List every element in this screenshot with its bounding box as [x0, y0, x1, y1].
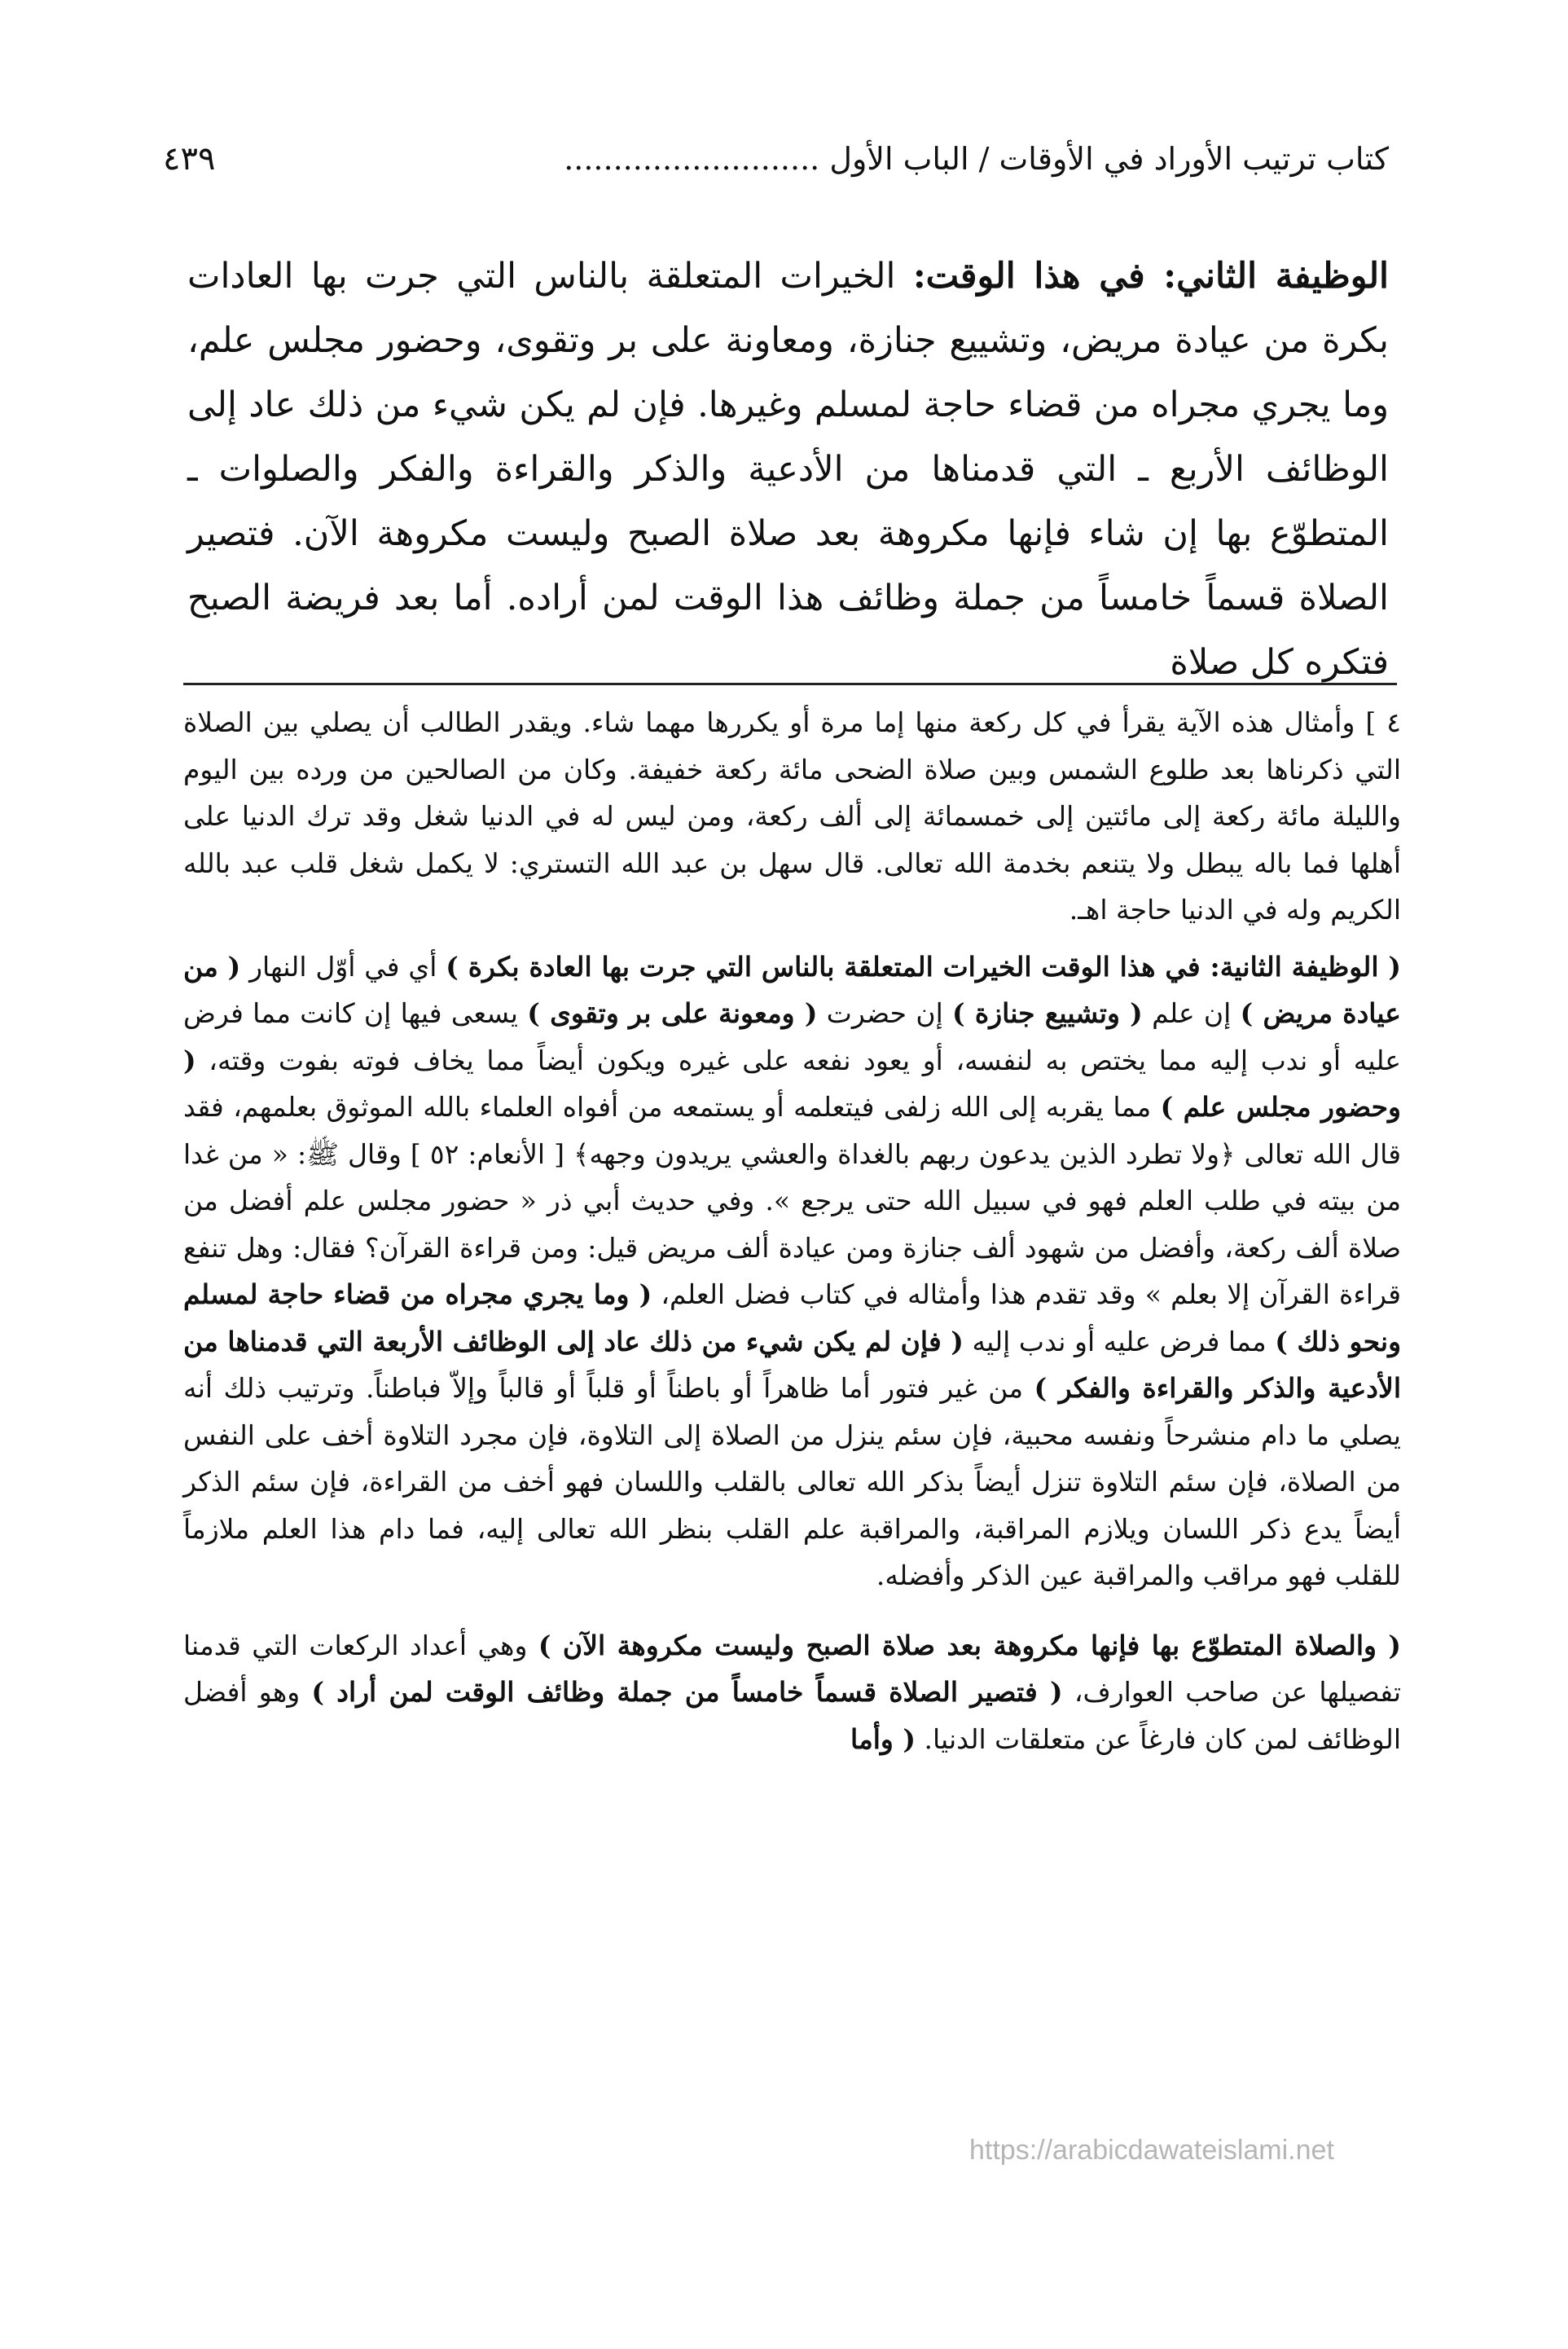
- section-heading: الوظيفة الثاني: في هذا الوقت:: [912, 256, 1389, 297]
- watermark-url: https://arabicdawateislami.net: [969, 2135, 1334, 2166]
- commentary-text: [183, 699, 1401, 1772]
- commentary-paragraph-2: ( الوظيفة الثانية: في هذا الوقت الخيرات المتعلقة بالناس التي جرت بها العادة بكرة ) أي في أوّل النهار ( من عيادة مريض ) إن علم ( وتشييع جنازة ) إن حضرت ( ومعونة على بر وتقوى ) يسعى فيها إن كانت مما فرض عليه أو ندب إليه مما يختص به لنفسه، أو يعود نفعه على غيره ويكون أيضاً مما يخاف فوته بفوت وقته، ( وحضور مجلس علم ) مما يقربه إلى الله زلفى فيتعلمه أو يستمعه من أفواه العلماء بالله الموثوق بعلمهم، فقد قال الله تعالى ﴿ولا تطرد الذين يدعون ربهم بالغداة والعشي يريدون وجهه﴾ [ الأنعام: ٥٢ ] وقال ﷺ: « من غدا من بيته في طلب العلم فهو في سبيل الله حتى يرجع ». وفي حديث أبي ذر « حضور مجلس علم أفضل من صلاة ألف ركعة، وأفضل من شهود ألف جنازة ومن عيادة ألف مريض قيل: ومن قراءة القرآن؟ فقال: وهل تنفع قراءة القرآن إلا بعلم » وقد تقدم هذا وأمثاله في كتاب فضل العلم، ( وما يجري مجراه من قضاء حاجة لمسلم ونحو ذلك ) مما فرض عليه أو ندب إليه ( فإن لم يكن شيء من ذلك عاد إلى الوظائف الأربعة التي قدمناها من الأدعية والذكر والقراءة والفكر ) من غير فتور أما ظاهراً أو باطناً أو قلباً أو قالباً وإلاّ فباطناً. وترتيب ذلك أنه يصلي ما دام منشرحاً ونفسه محبية، فإن سئم ينزل من الصلاة إلى التلاوة، فإن مجرد التلاوة أخف على النفس من الصلاة، فإن سئم التلاوة تنزل أيضاً بذكر الله تعالى بالقلب واللسان فهو أخف من القراءة، فإن سئم الذكر أيضاً يدع ذكر اللسان ويلازم المراقبة، والمراقبة علم القلب بنظر الله تعالى إليه، فما دام هذا العلم ملازماً للقلب فهو مراقب والمراقبة عين الذكر وأفضله.: [183, 950, 1402, 1591]
- page-number: ٤٣٩: [163, 140, 216, 178]
- separator-rule: [183, 683, 1397, 685]
- main-paragraph: الوظيفة الثاني: في هذا الوقت: الخيرات المتعلقة بالناس التي جرت بها العادات بكرة من عيادة مريض، وتشييع جنازة، ومعاونة على بر وتقوى، وحضور مجلس علم، وما يجري مجراه من قضاء حاجة لمسلم وغيرها. فإن لم يكن شيء من ذلك عاد إلى الوظائف الأربع ـ التي قدمناها من الأدعية والذكر والقراءة والفكر والصلوات ـ المتطوّع بها إن شاء فإنها مكروهة بعد صلاة الصبح وليست مكروهة الآن. فتصير الصلاة قسماً خامساً من جملة وظائف هذا الوقت لمن أراده. أما بعد فريضة الصبح فتكره كل صلاة: [187, 256, 1389, 683]
- running-title: كتاب ترتيب الأوراد في الأوقات / الباب الأول ..........................: [564, 141, 1389, 177]
- leader-dots: ..........................: [564, 141, 820, 177]
- page-header: [163, 139, 1389, 179]
- main-text: [187, 244, 1389, 695]
- commentary-paragraph-3: ( والصلاة المتطوّع بها فإنها مكروهة بعد صلاة الصبح وليست مكروهة الآن ) وهي أعداد الركعات التي قدمنا تفصيلها عن صاحب العوارف، ( فتصير الصلاة قسماً خامساً من جملة وظائف الوقت لمن أراد ) وهو أفضل الوظائف لمن كان فارغاً عن متعلقات الدنيا. ( وأما: [183, 1629, 1402, 1755]
- footnote-paragraph: ٤ ] وأمثال هذه الآية يقرأ في كل ركعة منها إما مرة أو يكررها مهما شاء. ويقدر الطالب أن يصلي بين الصلاة التي ذكرناها بعد طلوع الشمس وبين صلاة الضحى مائة ركعة خفيفة. وكان من الصالحين من ورده بين اليوم والليلة مائة ركعة إلى مائتين إلى خمسمائة إلى ألف ركعة، ومن ليس له في الدنيا شغل وقد ترك الدنيا على أهلها فما باله يبطل ولا يتنعم بخدمة الله تعالى. قال سهل بن عبد الله التستري: لا يكمل شغل قلب عبد بالله الكريم وله في الدنيا حاجة اهـ.: [183, 706, 1401, 926]
